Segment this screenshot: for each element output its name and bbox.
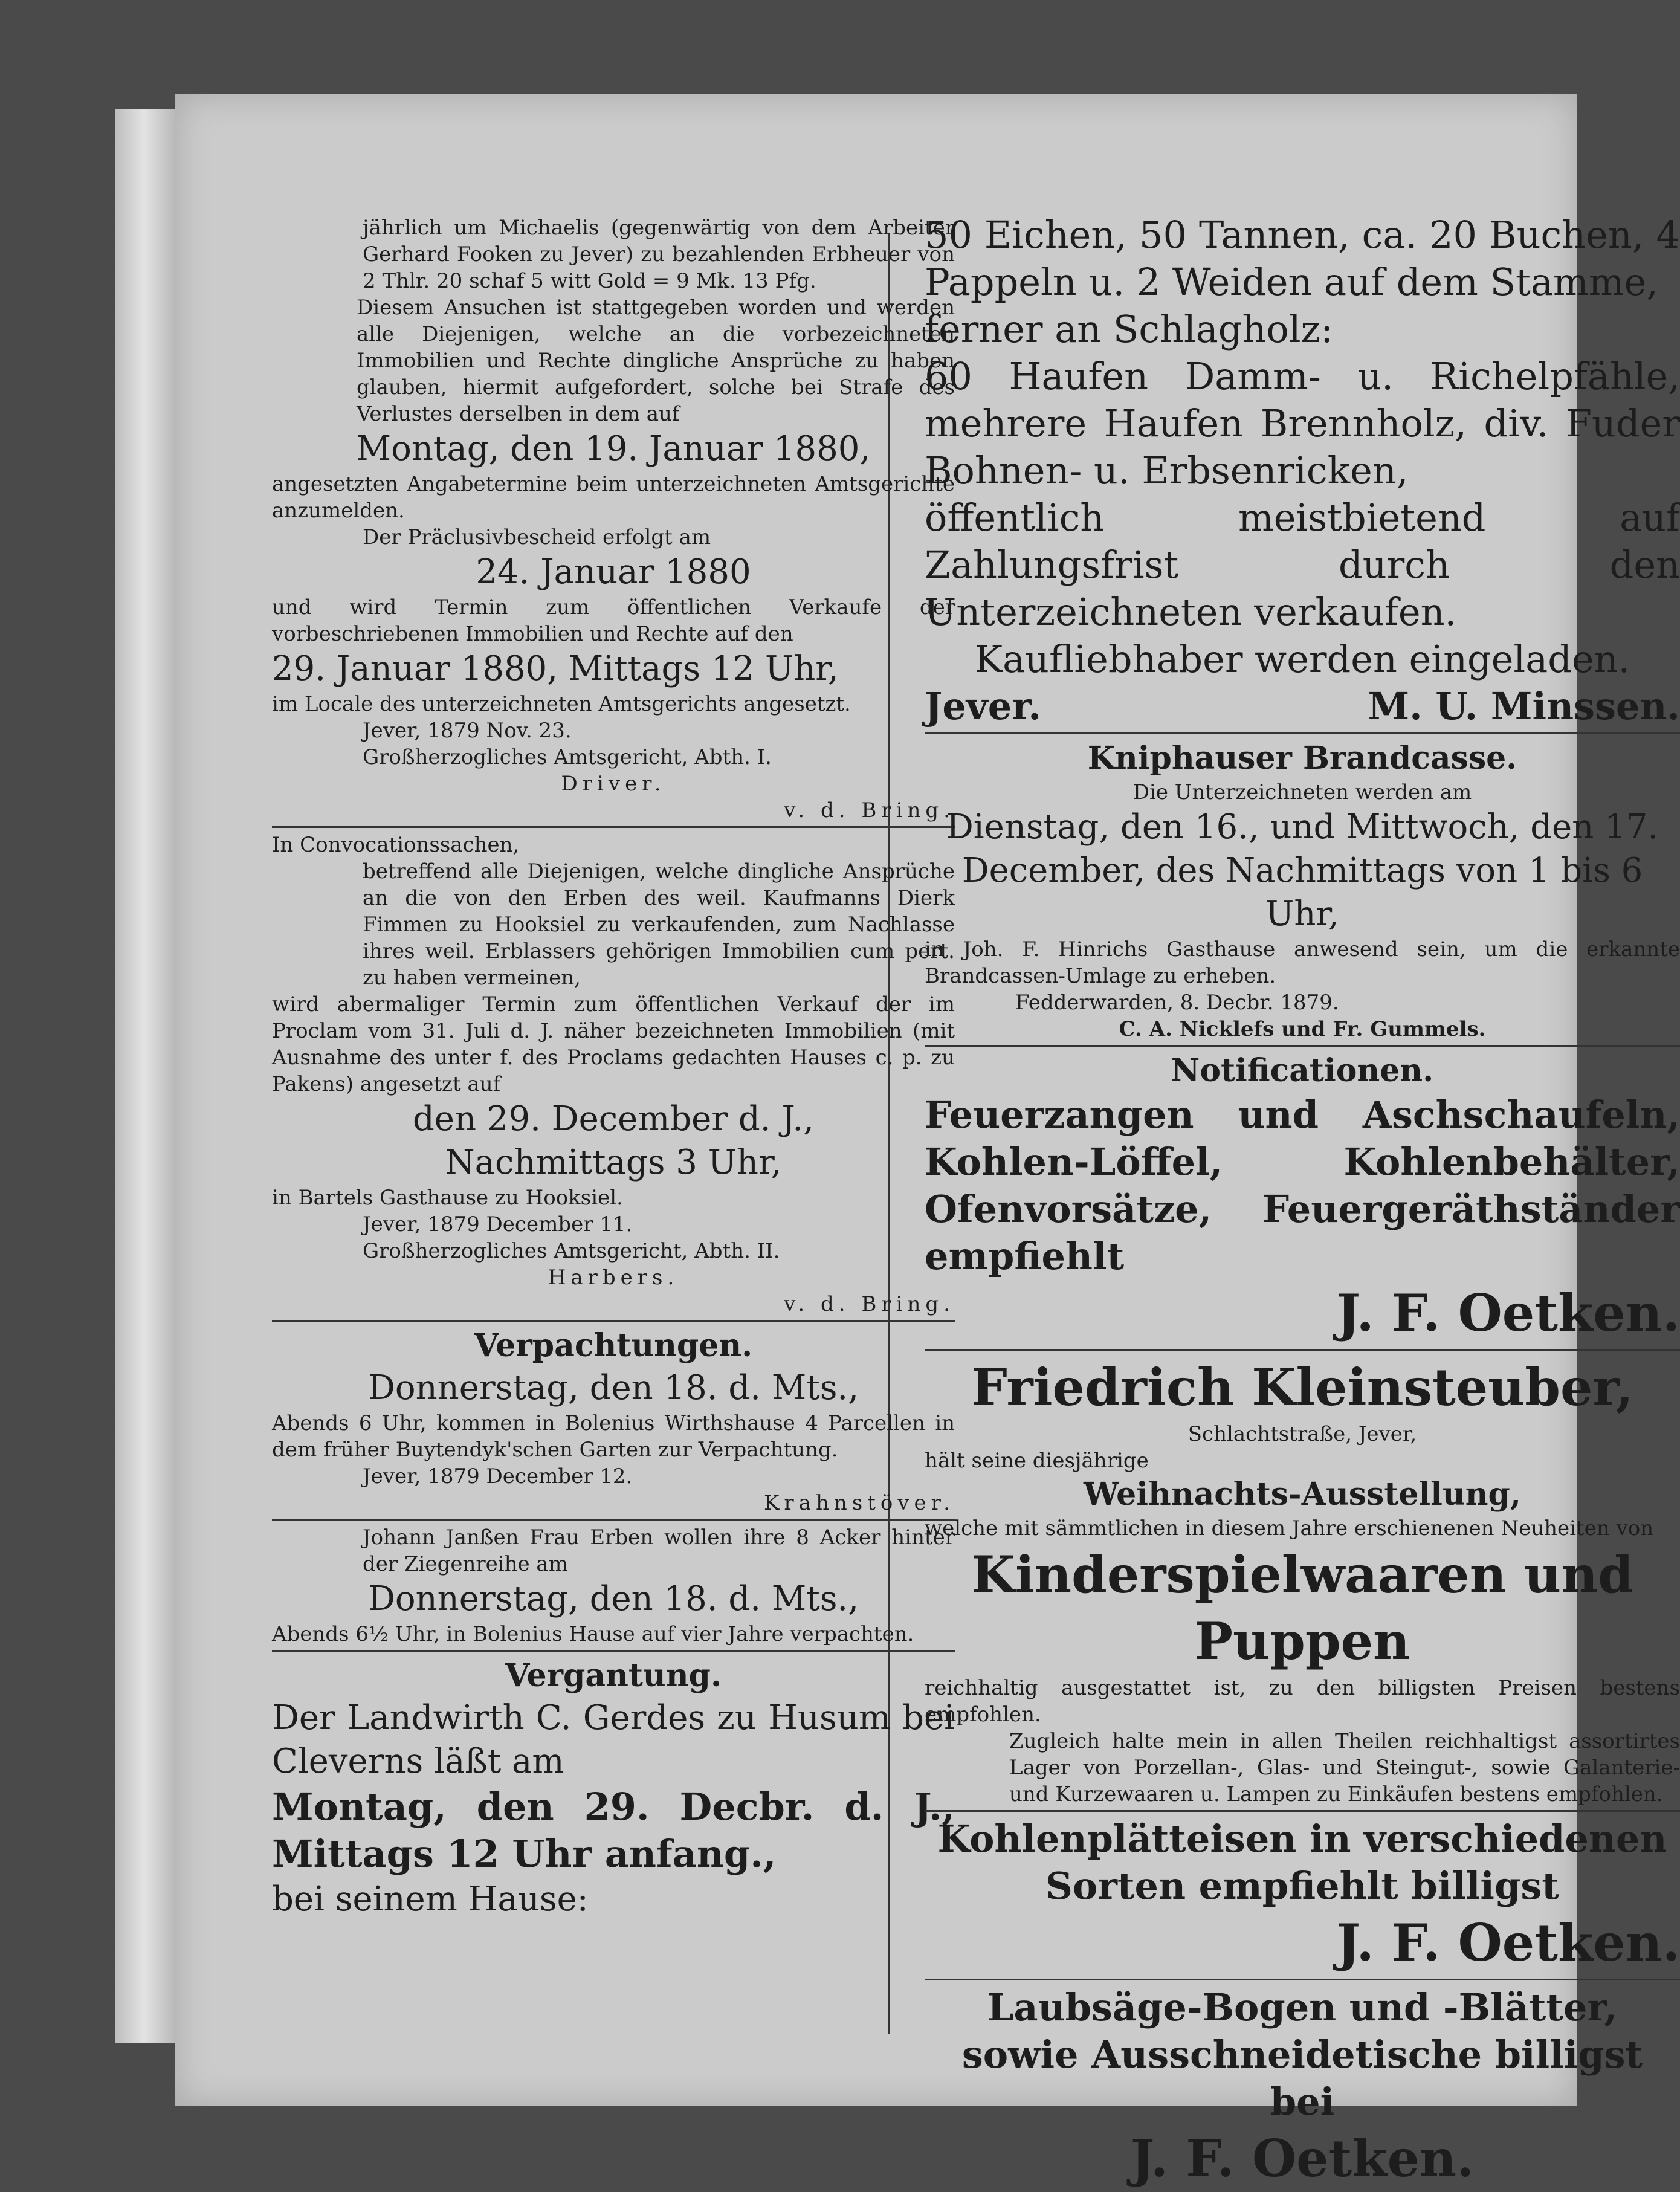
- address: Schlachtstraße, Jever,: [1187, 1422, 1417, 1446]
- date-line: Montag, den 29. Decbr. d. J., Mittags 12 Uhr anfang.,: [272, 1785, 955, 1876]
- signature: v. d. Bring.: [272, 797, 955, 828]
- section-title: Notificationen.: [1171, 1052, 1434, 1089]
- ad-text: öffentlich meistbietend auf Zahlungsfrist durch den Unterzeichneten verkaufen.: [925, 496, 1680, 634]
- text-paragraph: im Locale des unterzeichneten Amtsgerichts angesetzt.: [272, 692, 851, 716]
- text-paragraph: Die Unterzeichneten werden am: [1132, 780, 1472, 804]
- court-name: Großherzogliches Amtsgericht, Abth. II.: [363, 1239, 780, 1263]
- date-line: Donnerstag, den 18. d. Mts.,: [367, 1368, 859, 1408]
- text-paragraph: angesetzten Angabetermine beim unterzeichneten Amtsgerichte anzumelden.: [272, 472, 955, 523]
- date-line: 29. Januar 1880, Mittags 12 Uhr,: [272, 649, 839, 688]
- place-date: Fedderwarden, 8. Decbr. 1879.: [1015, 991, 1339, 1015]
- text-paragraph: Der Präclusivbescheid erfolgt am: [363, 525, 711, 549]
- signature: J. F. Oetken.: [925, 1910, 1680, 1980]
- date-line: Donnerstag, den 18. d. Mts.,: [367, 1579, 859, 1618]
- text-paragraph: wird abermaliger Termin zum öffentlichen Verkauf der im Proclam vom 31. Juli d. J. näher bezeichneten Immobilien (mit Ausnahme des unter f. des Proclams gedachten Hauses c. p. zu Pakens) angesetzt auf: [272, 992, 955, 1096]
- text-paragraph: jährlich um Michaelis (gegenwärtig von dem Arbeiter Gerhard Fooken zu Jever) zu bezahlenden Erbheuer von 2 Thlr. 20 schaf 5 witt Gold = 9 Mk. 13 Pfg.: [363, 216, 955, 293]
- advertiser-name: Friedrich Kleinsteuber,: [971, 1357, 1633, 1417]
- signature-row: [925, 683, 1680, 734]
- ad-text: Feuerzangen und Aschschaufeln, Kohlen-Löffel, Kohlenbehälter, Ofenvorsätze, Feuergeräthständer empfiehlt: [925, 1093, 1680, 1278]
- ad-text: 50 Eichen, 50 Tannen, ca. 20 Buchen, 4 Pappeln u. 2 Weiden auf dem Stamme,: [925, 213, 1680, 304]
- text-paragraph: Abends 6½ Uhr, in Bolenius Hause auf vier Jahre verpachten.: [272, 1621, 955, 1652]
- newspaper-page: [175, 94, 1680, 2188]
- date-line: Dienstag, den 16., und Mittwoch, den 17. December, des Nachmittags von 1 bis 6 Uhr,: [946, 807, 1659, 934]
- text-paragraph: betreffend alle Diejenigen, welche dingliche Ansprüche an die von den Erben des weil. Kaufmanns Dierk Fimmen zu Hooksiel zu verkaufenden, zum Nachlasse ihres weil. Erblassers gehörigen Immobilien cum pert. zu haben vermeinen,: [363, 859, 955, 990]
- date-line: den 29. December d. J.,: [412, 1099, 815, 1139]
- text-paragraph: Johann Janßen Frau Erben wollen ihre 8 Acker hinter der Ziegenreihe am: [363, 1525, 955, 1576]
- court-name: Großherzogliches Amtsgericht, Abth. I.: [363, 745, 772, 769]
- text-paragraph: Der Landwirth C. Gerdes zu Husum bei Cleverns läßt am: [272, 1698, 955, 1781]
- text-paragraph: hält seine diesjährige: [925, 1449, 1149, 1473]
- section-title: Kniphauser Brandcasse.: [1087, 740, 1517, 777]
- signature: Harbers.: [548, 1266, 679, 1290]
- right-column: [925, 212, 1680, 2192]
- ad-text: Kohlenplätteisen in verschiedenen Sorten empfiehlt billigst: [937, 1817, 1667, 1908]
- text-paragraph: welche mit sämmtlichen in diesem Jahre erschienenen Neuheiten von: [925, 1516, 1654, 1541]
- signature: v. d. Bring.: [272, 1291, 955, 1322]
- ad-text: Laubsäge-Bogen und -Blätter, sowie Ausschneidetische billigst bei: [961, 1985, 1643, 2124]
- section-title: Verpachtungen.: [474, 1327, 753, 1364]
- date-line: Nachmittags 3 Uhr,: [445, 1143, 782, 1182]
- signature: Driver.: [561, 772, 666, 796]
- date-line: Montag, den 19. Januar 1880,: [356, 429, 871, 468]
- event-title: Weihnachts-Ausstellung,: [1083, 1476, 1522, 1513]
- text-paragraph: Diesem Ansuchen ist stattgegeben worden und werden alle Diejenigen, welche an die vorbezeichneten Immobilien und Rechte dingliche Ansprüche zu haben glauben, hiermit aufgefordert, solche bei Strafe des Verlustes derselben in dem auf: [357, 296, 955, 426]
- place: Jever.: [925, 684, 1041, 728]
- ad-text: 60 Haufen Damm- u. Richelpfähle, mehrere Haufen Brennholz, div. Fuder Bohnen- u. Erbsenricken,: [925, 354, 1680, 493]
- place-date: Jever, 1879 December 12.: [363, 1464, 633, 1489]
- signature: M. U. Minssen.: [1368, 684, 1680, 728]
- text-paragraph: und wird Termin zum öffentlichen Verkaufe der vorbeschriebenen Immobilien und Rechte auf den: [272, 595, 955, 646]
- place-date: Jever, 1879 December 11.: [363, 1212, 633, 1237]
- text-paragraph: in Joh. F. Hinrichs Gasthause anwesend sein, um die erkannte Brandcassen-Umlage zu erheben.: [925, 937, 1680, 988]
- text-paragraph: bei seinem Hause:: [272, 1880, 589, 1919]
- signature: Krahnstöver.: [272, 1490, 955, 1521]
- left-column: [272, 215, 955, 1921]
- section-title: In Convocationssachen,: [272, 833, 520, 857]
- text-paragraph: reichhaltig ausgestattet ist, zu den billigsten Preisen bestens empfohlen.: [925, 1676, 1680, 1727]
- section-title: Vergantung.: [505, 1657, 722, 1694]
- text-paragraph: Abends 6 Uhr, kommen in Bolenius Wirthshause 4 Parcellen in dem früher Buytendyk'schen Garten zur Verpachtung.: [272, 1411, 955, 1462]
- text-paragraph: Zugleich halte mein in allen Theilen reichhaltigst assortirtes Lager von Porzellan-, Glas- und Steingut-, sowie Galanterie- und Kurzewaaren u. Lampen zu Einkäufen bestens empfohlen.: [925, 1728, 1680, 1812]
- signature: J. F. Oetken.: [925, 1280, 1680, 1351]
- ad-headline: Kinderspielwaaren und Puppen: [971, 1545, 1633, 1671]
- signature: J. F. Oetken.: [1130, 2129, 1475, 2188]
- ad-text: Kaufliebhaber werden eingeladen.: [974, 637, 1630, 681]
- date-line: 24. Januar 1880: [476, 552, 751, 592]
- ad-text: ferner an Schlagholz:: [925, 307, 1334, 351]
- place-date: Jever, 1879 Nov. 23.: [363, 719, 572, 743]
- signature: C. A. Nicklefs und Fr. Gummels.: [925, 1016, 1680, 1047]
- text-paragraph: in Bartels Gasthause zu Hooksiel.: [272, 1186, 623, 1210]
